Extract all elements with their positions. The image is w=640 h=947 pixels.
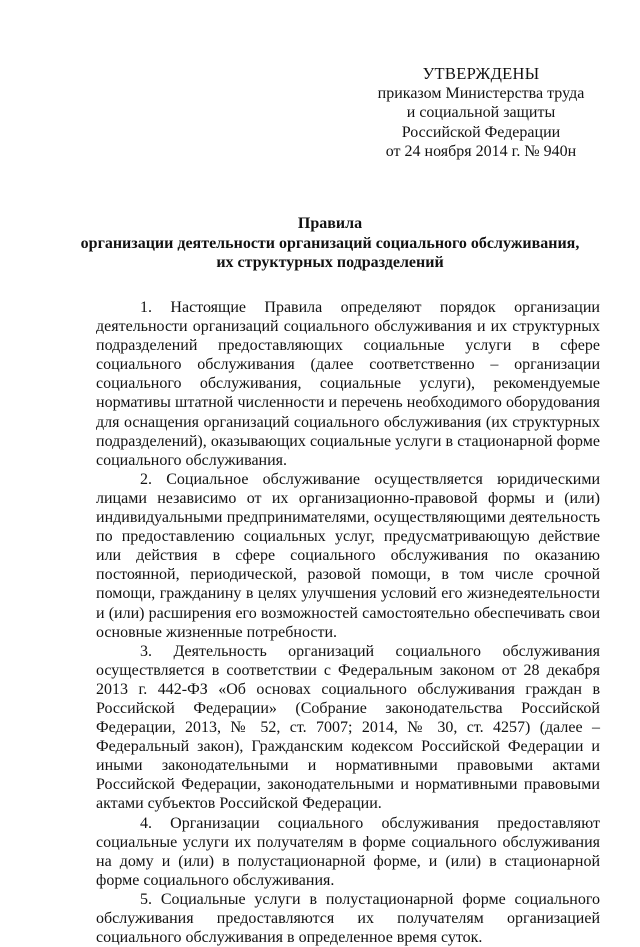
approval-line: от 24 ноября 2014 г. № 940н [385, 143, 577, 160]
paragraph-3: 3. Деятельность организаций социального обслуживания осуществляется в соответствии с Федеральным законом от 28 декабря 2013 г. 442-ФЗ «Об основах социального обслуживания граждан в Российской Федерации» (Собрание законодательства Российской Федерации, 2013, № 52, ст. 7007; 2014, № 30, ст. 4257) (далее – Федеральный закон), Гражданским кодексом Российской Федерации и иными законодательными и нормативными правовыми актами Российской Федерации, законодательными и нормативными правовыми актами субъектов Российской Федерации. [96, 642, 600, 813]
document-body [96, 298, 600, 947]
title-line: организации деятельности организаций социального обслуживания, [80, 234, 580, 252]
approval-heading: УТВЕРЖДЕНЫ [422, 64, 540, 83]
approval-line: и социальной защиты [406, 104, 556, 121]
paragraph-5: 5. Социальные услуги в полустационарной форме социального обслуживания предоставляются их получателям организацией социального обслуживания в определенное время суток. [96, 890, 600, 947]
document-title [60, 214, 600, 273]
paragraph-1: 1. Настоящие Правила определяют порядок организации деятельности организаций социального обслуживания и их структурных подразделений предоставляющих социальные услуги в сфере социального обслуживания (далее соответственно – организации социального обслуживания, социальные услуги), рекомендуемые нормативы штатной численности и перечень необходимого оборудования для оснащения организаций социального обслуживания (их структурных подразделений), оказывающих социальные услуги в стационарной форме социального обслуживания. [96, 299, 600, 469]
approval-stamp [356, 64, 606, 162]
approval-line: приказом Министерства труда [377, 84, 585, 102]
paragraph-2: 2. Социальное обслуживание осуществляется юридическими лицами независимо от их организационно-правовой формы и (или) индивидуальными предпринимателями, осуществляющими деятельность по предоставлению социальных услуг, предусматривающую действие или действия в сфере социального обслуживания по оказанию постоянной, периодической, разовой помощи, в том числе срочной помощи, гражданину в целях улучшения условий его жизнедеятельности и (или) расширения его возможностей самостоятельно обеспечивать свои основные жизненные потребности. [96, 470, 600, 641]
title-line: Правила [297, 215, 363, 232]
approval-line: Российской Федерации [401, 123, 561, 141]
title-line: их структурных подразделений [216, 254, 444, 271]
paragraph-4: 4. Организации социального обслуживания предоставляют социальные услуги их получателям в форме социального обслуживания на дому и (или) в полустационарной форме, и (или) в стационарной форме социального обслуживания. [96, 814, 600, 889]
